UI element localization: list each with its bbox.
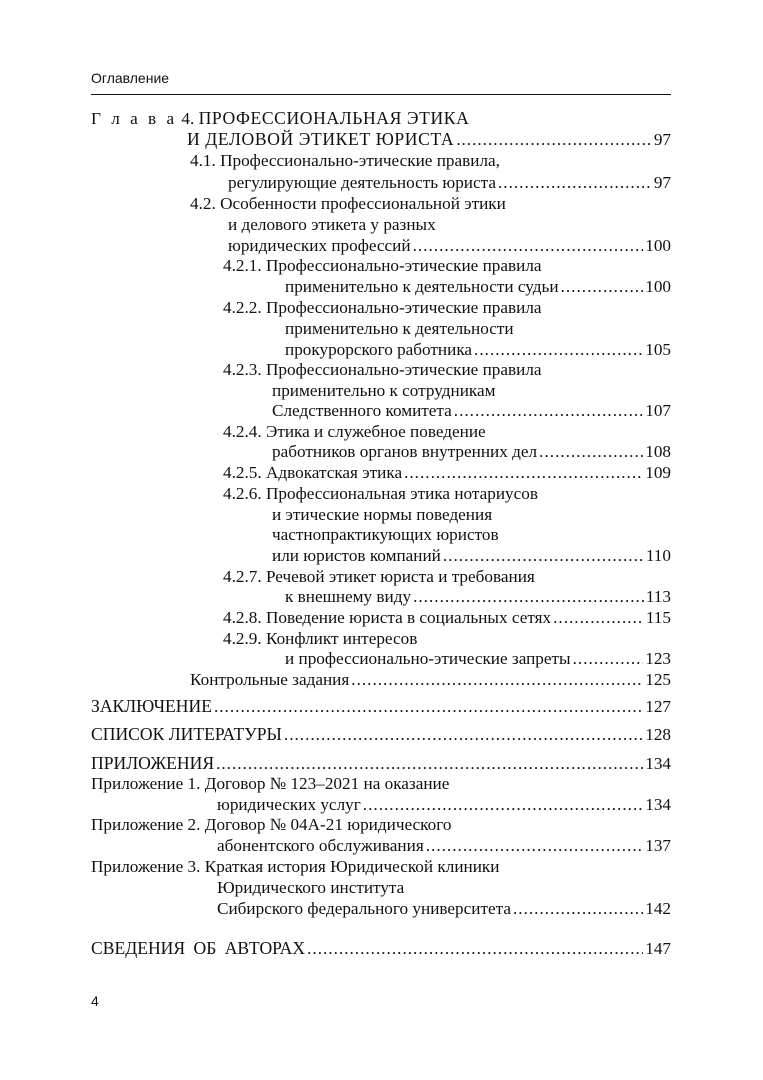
page-ref: 97 xyxy=(653,173,671,192)
toc-entry-appendix-3-line2[interactable]: Юридического института xyxy=(217,878,405,897)
dot-leader xyxy=(363,794,643,816)
entry-text: ПРИЛОЖЕНИЯ xyxy=(91,753,215,773)
toc-entry-appendix-3[interactable] xyxy=(217,898,671,920)
dot-leader xyxy=(413,586,644,608)
dot-leader xyxy=(553,607,644,629)
toc-entry-4-2-4-line1[interactable]: 4.2.4. Этика и служебное поведение xyxy=(223,422,486,441)
entry-text: 4.2.5. Адвокатская этика xyxy=(223,463,403,482)
page-ref: 142 xyxy=(645,899,671,918)
dot-leader xyxy=(284,724,643,746)
page-ref: 100 xyxy=(645,277,671,296)
toc-entry-4-2-8[interactable] xyxy=(223,607,671,629)
page-ref: 134 xyxy=(645,754,671,773)
toc-entry-control-tasks[interactable] xyxy=(190,669,671,691)
dot-leader xyxy=(307,938,643,960)
dot-leader xyxy=(443,545,644,567)
page-ref: 113 xyxy=(645,587,671,606)
dot-leader xyxy=(513,898,643,920)
toc-entry-4-2-3[interactable] xyxy=(272,400,671,422)
entry-text: регулирующие деятельность юриста xyxy=(228,173,496,192)
page-ref: 110 xyxy=(645,546,671,565)
entry-text: Сибирского федерального университета xyxy=(217,899,511,918)
toc-entry-4-2-line1[interactable]: 4.2. Особенности профессиональной этики xyxy=(190,194,506,213)
page-ref: 125 xyxy=(645,670,671,689)
dot-leader xyxy=(573,648,644,670)
entry-text: и профессионально-этические запреты xyxy=(285,649,571,668)
running-title: Оглавление xyxy=(91,70,170,86)
dot-leader xyxy=(214,696,643,718)
toc-entry-4-1[interactable] xyxy=(228,172,671,194)
toc-entry-4-2[interactable] xyxy=(228,235,671,257)
toc-entry-chapter-4[interactable] xyxy=(187,128,671,150)
chapter-title-line2: И ДЕЛОВОЙ ЭТИКЕТ ЮРИСТА xyxy=(187,129,455,149)
dot-leader xyxy=(413,235,644,257)
toc-entry-4-2-6[interactable] xyxy=(272,545,671,567)
toc-entry-4-2-2-line1[interactable]: 4.2.2. Профессионально-этические правила xyxy=(223,298,542,317)
dot-leader xyxy=(454,400,643,422)
dot-leader xyxy=(351,669,643,691)
page-ref: 107 xyxy=(645,401,671,420)
entry-text: к внешнему виду xyxy=(285,587,412,606)
dot-leader xyxy=(404,462,643,484)
toc-entry-appendix-2[interactable] xyxy=(217,835,671,857)
toc-entry-conclusion[interactable] xyxy=(91,695,671,717)
toc-entry-references[interactable] xyxy=(91,723,671,745)
chapter-title-line1: ПРОФЕССИОНАЛЬНАЯ ЭТИКА xyxy=(198,108,470,128)
entry-text: Контрольные задания xyxy=(190,670,350,689)
entry-text: прокурорского работника xyxy=(285,340,473,359)
toc-entry-4-2-6-line1[interactable]: 4.2.6. Профессиональная этика нотариусов xyxy=(223,484,538,503)
toc-entry-4-1-line1[interactable]: 4.1. Профессионально-этические правила, xyxy=(190,151,500,170)
toc-entry-appendix-2-line1[interactable]: Приложение 2. Договор № 04А-21 юридического xyxy=(91,815,452,834)
toc-entry-4-2-6-line3[interactable]: частнопрактикующих юристов xyxy=(272,525,499,544)
dot-leader xyxy=(539,441,643,463)
page-ref: 115 xyxy=(645,608,671,627)
toc-entry-4-2-1-line1[interactable]: 4.2.1. Профессионально-этические правила xyxy=(223,256,542,275)
page-ref: 109 xyxy=(645,463,671,482)
dot-leader xyxy=(498,172,652,194)
toc-entry-4-2-4[interactable] xyxy=(272,441,671,463)
toc-entry-4-2-7-line1[interactable]: 4.2.7. Речевой этикет юриста и требования xyxy=(223,567,535,586)
entry-text: абонентского обслуживания xyxy=(217,836,424,855)
dot-leader xyxy=(561,276,644,298)
entry-text: 4.2.8. Поведение юриста в социальных сетях xyxy=(223,608,552,627)
entry-text: юридических профессий xyxy=(228,236,411,255)
entry-text: применительно к деятельности судьи xyxy=(285,277,559,296)
chapter-label: Г л а в а xyxy=(91,109,178,128)
toc-entry-4-2-5[interactable] xyxy=(223,462,671,484)
page-number: 4 xyxy=(91,993,99,1009)
dot-leader xyxy=(216,753,643,775)
toc-chapter-4-title[interactable] xyxy=(91,107,469,129)
page-ref: 108 xyxy=(645,442,671,461)
toc-entry-4-2-1[interactable] xyxy=(285,276,671,298)
page-ref: 128 xyxy=(645,725,671,744)
toc-entry-appendix-1-line1[interactable]: Приложение 1. Договор № 123–2021 на оказание xyxy=(91,774,450,793)
dot-leader xyxy=(456,129,652,151)
page-ref: 127 xyxy=(645,697,671,716)
chapter-number: 4. xyxy=(181,109,195,128)
page-ref: 97 xyxy=(653,130,671,149)
page-ref: 147 xyxy=(645,939,671,958)
toc-entry-appendices[interactable] xyxy=(91,752,671,774)
toc-entry-4-2-6-line2[interactable]: и этические нормы поведения xyxy=(272,505,493,524)
toc-entry-4-2-9-line1[interactable]: 4.2.9. Конфликт интересов xyxy=(223,629,418,648)
toc-entry-appendix-3-line1[interactable]: Приложение 3. Краткая история Юридической клиники xyxy=(91,857,500,876)
page-ref: 137 xyxy=(645,836,671,855)
toc-entry-appendix-1[interactable] xyxy=(217,794,671,816)
toc-entry-authors[interactable] xyxy=(91,937,671,959)
entry-text: или юристов компаний xyxy=(272,546,441,565)
toc-entry-4-2-2[interactable] xyxy=(285,339,671,361)
page-ref: 134 xyxy=(645,795,671,814)
dot-leader xyxy=(426,835,643,857)
toc-entry-4-2-2-line2[interactable]: применительно к деятельности xyxy=(285,319,514,338)
toc-entry-4-2-7[interactable] xyxy=(285,586,671,608)
entry-text: работников органов внутренних дел xyxy=(272,442,538,461)
page-ref: 105 xyxy=(645,340,671,359)
entry-text: ЗАКЛЮЧЕНИЕ xyxy=(91,696,212,716)
toc-entry-4-2-3-line1[interactable]: 4.2.3. Профессионально-этические правила xyxy=(223,360,542,379)
entry-text: Следственного комитета xyxy=(272,401,452,420)
entry-text: СВЕДЕНИЯ ОБ АВТОРАХ xyxy=(91,938,306,958)
dot-leader xyxy=(474,339,643,361)
toc-entry-4-2-9[interactable] xyxy=(285,648,671,670)
entry-text: СПИСОК ЛИТЕРАТУРЫ xyxy=(91,724,282,744)
entry-text: юридических услуг xyxy=(217,795,361,814)
toc-entry-4-2-line2[interactable]: и делового этикета у разных xyxy=(228,215,436,234)
page-ref: 100 xyxy=(645,236,671,255)
page-ref: 123 xyxy=(645,649,671,668)
toc-entry-4-2-3-line2[interactable]: применительно к сотрудникам xyxy=(272,381,496,400)
